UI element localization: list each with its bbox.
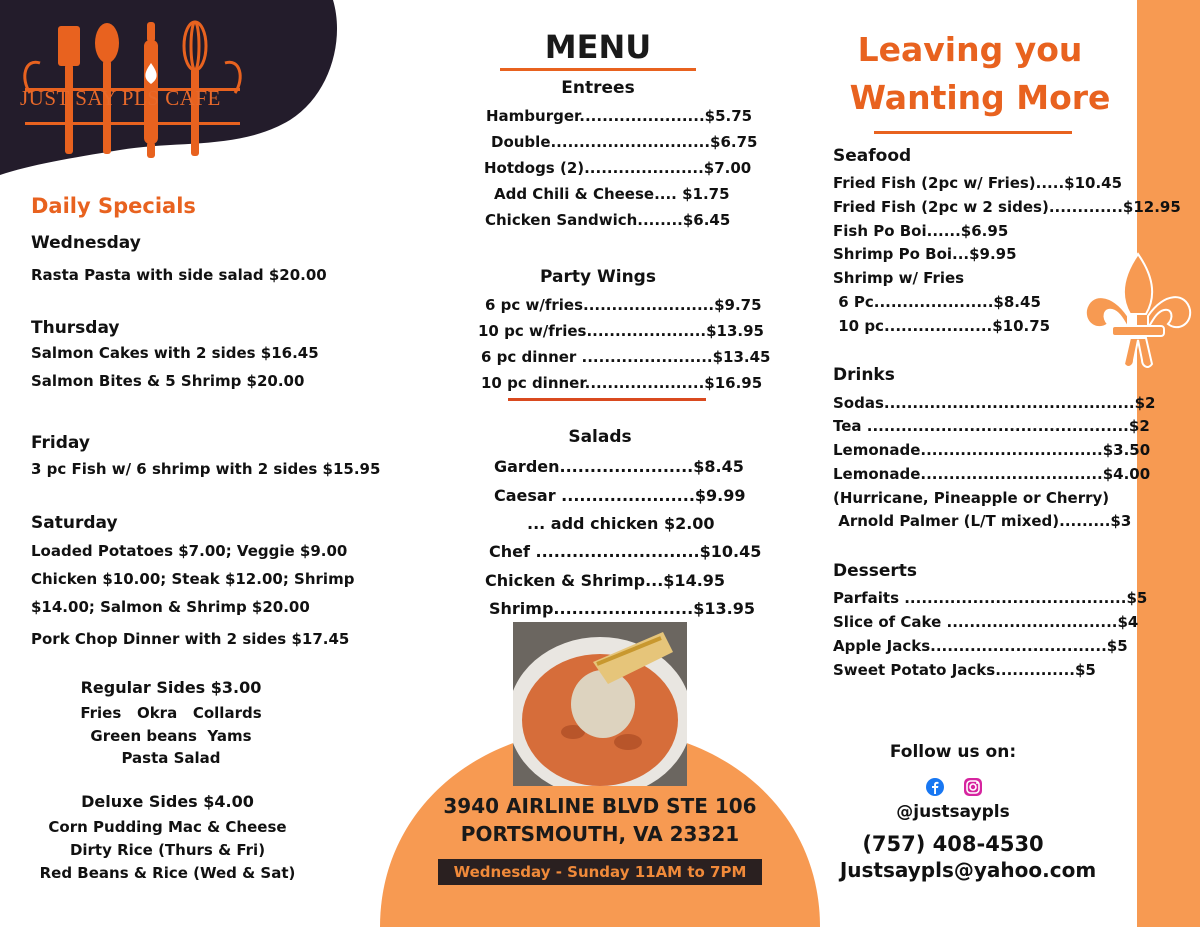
tagline-line-1: Leaving you [857,30,1083,69]
dessert-item: Sweet Potato Jacks..............$5 [833,661,1096,679]
entree-item: Hotdogs (2).....................$7.00 [484,159,752,177]
entree-item: Double............................$6.75 [491,133,758,151]
salad-item: Caesar ......................$9.99 [494,486,746,505]
seafood-item: Fried Fish (2pc w 2 sides).............$12.95 [833,198,1181,216]
seafood-item: Shrimp Po Boi...$9.95 [833,245,1017,263]
address-line-2: PORTSMOUTH, VA 23321 [460,822,740,846]
email-address[interactable]: Justsaypls@yahoo.com [839,858,1097,882]
logo-text: JUST SAY PLS CAFE [20,86,221,110]
entree-item: Add Chili & Cheese.... $1.75 [494,185,730,203]
deluxe-sides-title: Deluxe Sides $4.00 [81,792,254,811]
tagline-rule [874,131,1072,134]
special-item: 3 pc Fish w/ 6 shrimp with 2 sides $15.95 [31,460,381,478]
right-accent-bar [1137,0,1200,927]
facebook-icon[interactable] [925,777,945,797]
dessert-item: Apple Jacks...............................$5 [833,637,1128,655]
wings-rule [508,398,706,401]
entree-item: Hamburger......................$5.75 [486,107,753,125]
salad-item: Chicken & Shrimp...$14.95 [485,571,726,590]
party-wings-title: Party Wings [540,267,656,287]
social-handle[interactable]: @justsaypls [896,802,1010,822]
seafood-title: Seafood [833,146,912,166]
phone-number[interactable]: (757) 408-4530 [862,832,1044,856]
salad-item: ... add chicken $2.00 [527,514,715,533]
special-item: Pork Chop Dinner with 2 sides $17.45 [31,630,350,648]
special-item: Loaded Potatoes $7.00; Veggie $9.00 [31,542,348,560]
food-photo [513,622,687,786]
seafood-item: Fish Po Boi......$6.95 [833,222,1009,240]
wings-item: 6 pc w/fries.......................$9.75 [485,296,762,314]
drink-item: Arnold Palmer (L/T mixed).........$3 [833,512,1132,530]
tagline-line-2: Wanting More [849,78,1111,117]
drinks-title: Drinks [833,365,895,385]
dessert-item: Slice of Cake ..............................$4 [833,613,1139,631]
salad-item: Shrimp.......................$13.95 [489,599,755,618]
fleur-de-lis-icon [1082,252,1194,374]
side-line: Fries Okra Collards [80,704,262,722]
side-line: Dirty Rice (Thurs & Fri) [69,841,266,859]
side-line: Corn Pudding Mac & Cheese [48,818,287,836]
wings-item: 6 pc dinner .......................$13.45 [481,348,771,366]
salad-item: Garden......................$8.45 [494,457,744,476]
seafood-item: 6 Pc.....................$8.45 [833,293,1041,311]
desserts-title: Desserts [833,561,918,581]
day-heading-wednesday: Wednesday [31,233,141,253]
drink-item: Lemonade................................$3.50 [833,441,1151,459]
day-heading-saturday: Saturday [31,513,118,533]
special-item: Salmon Cakes with 2 sides $16.45 [31,344,319,362]
dessert-item: Parfaits .......................................$5 [833,589,1148,607]
regular-sides-title: Regular Sides $3.00 [80,678,262,697]
wings-item: 10 pc w/fries.....................$13.95 [478,322,764,340]
menu-title-rule [500,68,696,71]
address-line-1: 3940 AIRLINE BLVD STE 106 [443,794,757,818]
daily-specials-title: Daily Specials [31,194,196,218]
side-line: Red Beans & Rice (Wed & Sat) [39,864,296,882]
special-item: Rasta Pasta with side salad $20.00 [31,266,327,284]
entree-item: Chicken Sandwich........$6.45 [485,211,731,229]
drink-item: Lemonade................................$4.00 [833,465,1151,483]
drink-item: (Hurricane, Pineapple or Cherry) [833,489,1110,507]
salads-title: Salads [568,427,632,447]
side-line: Pasta Salad [121,749,221,767]
drink-item: Tea ..............................................$2 [833,417,1150,435]
menu-title: MENU [544,28,652,66]
salad-item: Chef ...........................$10.45 [489,542,762,561]
seafood-item: 10 pc...................$10.75 [833,317,1051,335]
side-line: Green beans Yams [90,727,252,745]
seafood-item: Fried Fish (2pc w/ Fries).....$10.45 [833,174,1123,192]
wings-item: 10 pc dinner.....................$16.95 [481,374,763,392]
drink-item: Sodas............................................$2 [833,394,1156,412]
special-item: Chicken $10.00; Steak $12.00; Shrimp [31,570,355,588]
instagram-icon[interactable] [963,777,983,797]
follow-us-title: Follow us on: [889,742,1017,762]
day-heading-friday: Friday [31,433,90,453]
day-heading-thursday: Thursday [31,318,120,338]
special-item: Salmon Bites & 5 Shrimp $20.00 [31,372,305,390]
seafood-item: Shrimp w/ Fries [833,269,965,287]
special-item: $14.00; Salmon & Shrimp $20.00 [31,598,310,616]
entrees-title: Entrees [561,78,635,98]
hours-banner: Wednesday - Sunday 11AM to 7PM [438,859,762,885]
